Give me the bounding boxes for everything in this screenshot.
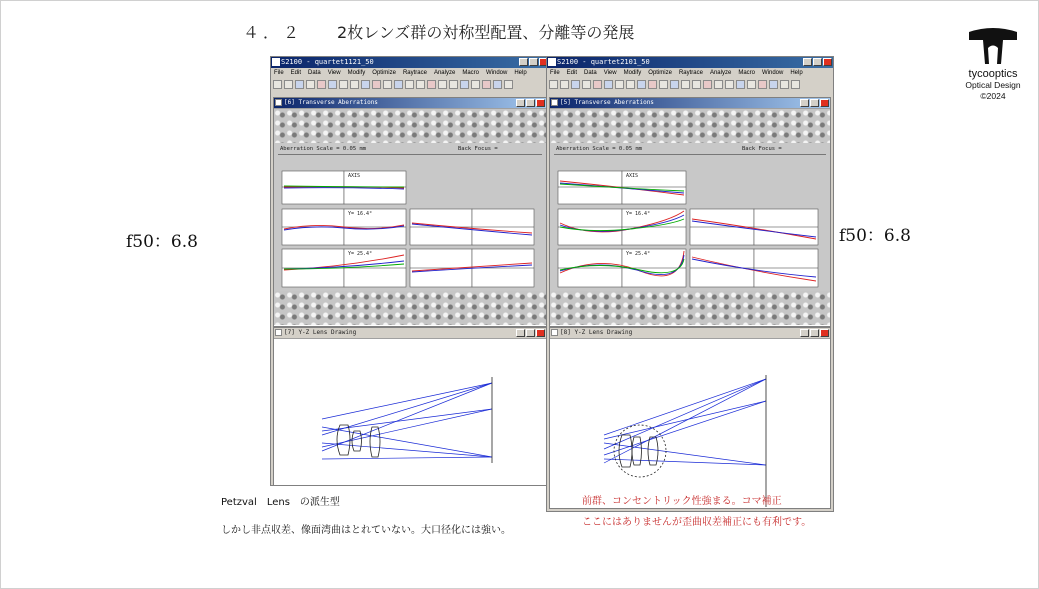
close-button[interactable] [820, 99, 829, 107]
tool-icon[interactable] [681, 80, 690, 89]
tool-icon[interactable] [372, 80, 381, 89]
menu-analyze[interactable]: Analyze [709, 70, 732, 76]
tool-icon[interactable] [736, 80, 745, 89]
tool-icon[interactable] [791, 80, 800, 89]
right-aberration-window [549, 97, 831, 327]
paste-icon[interactable] [317, 80, 326, 89]
tool-icon[interactable] [769, 80, 778, 89]
left-aberration-plots [274, 143, 546, 291]
logo [958, 26, 1028, 102]
menu-data[interactable]: Data [584, 70, 597, 76]
close-button[interactable] [820, 329, 829, 337]
menu-macro[interactable]: Macro [738, 70, 755, 76]
menu-macro[interactable]: Macro [462, 70, 479, 76]
minimize-button[interactable] [516, 99, 525, 107]
menu-help[interactable]: Help [514, 70, 527, 76]
maximize-button[interactable] [813, 58, 822, 66]
minimize-button[interactable] [516, 329, 525, 337]
right-toolbar [547, 78, 833, 90]
left-f-label: f50：6.8 [126, 232, 198, 252]
right-plot-area [550, 143, 830, 291]
open-icon[interactable] [284, 80, 293, 89]
tool-icon[interactable] [703, 80, 712, 89]
right-lens-window [549, 327, 831, 509]
axis-label: AXIS [626, 173, 639, 179]
tool-icon[interactable] [725, 80, 734, 89]
menu-edit[interactable]: Edit [566, 70, 578, 76]
left-aberration-window [273, 97, 547, 327]
tool-icon[interactable] [648, 80, 657, 89]
tool-icon[interactable] [339, 80, 348, 89]
menu-file[interactable]: File [274, 70, 284, 76]
close-button[interactable] [823, 58, 832, 66]
menu-edit[interactable]: Edit [290, 70, 302, 76]
decor-pattern-top [550, 109, 830, 143]
tool-icon[interactable] [714, 80, 723, 89]
menu-window[interactable]: Window [762, 70, 784, 76]
menu-raytrace[interactable]: Raytrace [402, 70, 427, 76]
menu-modify[interactable]: Modify [623, 70, 642, 76]
menu-view[interactable]: View [327, 70, 341, 76]
tool-icon[interactable] [659, 80, 668, 89]
save-icon[interactable] [571, 80, 580, 89]
left-lens-window [273, 327, 547, 486]
section-title: 2枚レンズ群の対称型配置、分離等の発展 [337, 23, 635, 42]
tool-icon[interactable] [405, 80, 414, 89]
back-focus: Back Focus = [458, 146, 498, 152]
minimize-button[interactable] [803, 58, 812, 66]
right-window-title: S2100 - quartet2101_50 [557, 58, 650, 66]
menu-window[interactable]: Window [486, 70, 508, 76]
tool-icon[interactable] [637, 80, 646, 89]
print-icon[interactable] [328, 80, 337, 89]
left-caption-heading: Petzval Lens の派生型 [221, 497, 340, 508]
right-f-label: f50：6.8 [839, 226, 911, 246]
new-icon[interactable] [273, 80, 282, 89]
field-label-2: Y= 25.4° [348, 251, 373, 257]
open-icon[interactable] [560, 80, 569, 89]
right-caption-heading: 前群、コンセントリック性強まる。コマ補正 [582, 496, 782, 507]
minimize-button[interactable] [800, 99, 809, 107]
tool-icon[interactable] [504, 80, 513, 89]
app-icon [272, 58, 280, 66]
menu-optimize[interactable]: Optimize [372, 70, 396, 76]
print-icon[interactable] [604, 80, 613, 89]
section-number: ４．２ [243, 23, 304, 42]
maximize-button[interactable] [810, 99, 819, 107]
copy-icon[interactable] [582, 80, 591, 89]
tool-icon[interactable] [482, 80, 491, 89]
document-icon [551, 99, 558, 106]
logo-line-1: Optical Design [965, 80, 1021, 90]
tool-icon[interactable] [460, 80, 469, 89]
left-caption-body: しかし非点収差、像面湾曲はとれていない。大口径化には強い。 [221, 525, 511, 536]
right-lens-titlebar [550, 328, 830, 339]
tool-icon[interactable] [350, 80, 359, 89]
left-app-window [270, 56, 550, 486]
decor-pattern-top [274, 109, 546, 143]
left-aberration-titlebar [274, 98, 546, 109]
decor-pattern-bottom [274, 291, 546, 325]
minimize-button[interactable] [800, 329, 809, 337]
tool-icon[interactable] [493, 80, 502, 89]
close-button[interactable] [536, 99, 545, 107]
tool-icon[interactable] [383, 80, 392, 89]
aberration-scale: Aberration Scale = 0.05 mm [556, 146, 643, 152]
document-icon [275, 329, 282, 336]
tool-icon[interactable] [438, 80, 447, 89]
left-lens-titlebar [274, 328, 546, 339]
tool-icon[interactable] [670, 80, 679, 89]
tool-icon[interactable] [471, 80, 480, 89]
right-aberration-title: [5] Transverse Aberrations [560, 99, 654, 106]
back-focus: Back Focus = [742, 146, 782, 152]
save-icon[interactable] [295, 80, 304, 89]
logo-line-2: ©2024 [980, 91, 1006, 101]
tool-icon[interactable] [758, 80, 767, 89]
axis-label: AXIS [348, 173, 361, 179]
left-toolbar [271, 78, 549, 90]
right-aberration-plots [550, 143, 830, 291]
field-label-1: Y= 16.4° [348, 211, 373, 217]
right-titlebar [547, 57, 833, 68]
left-window-title: S2100 - quartet1121_50 [281, 58, 374, 66]
menu-data[interactable]: Data [308, 70, 321, 76]
maximize-button[interactable] [526, 99, 535, 107]
tool-icon[interactable] [449, 80, 458, 89]
right-lens-drawing [550, 339, 830, 507]
logo-brand: tycooptics [968, 68, 1018, 80]
left-aberration-title: [6] Transverse Aberrations [284, 99, 378, 106]
maximize-button[interactable] [810, 329, 819, 337]
maximize-button[interactable] [529, 58, 538, 66]
menu-modify[interactable]: Modify [347, 70, 366, 76]
tool-icon[interactable] [427, 80, 436, 89]
menu-file[interactable]: File [550, 70, 560, 76]
copy-icon[interactable] [306, 80, 315, 89]
tool-icon[interactable] [615, 80, 624, 89]
tool-icon[interactable] [780, 80, 789, 89]
right-app-window [546, 56, 834, 512]
close-button[interactable] [536, 329, 545, 337]
right-menubar [547, 68, 833, 78]
left-plot-area [274, 143, 546, 291]
tool-icon[interactable] [692, 80, 701, 89]
maximize-button[interactable] [526, 329, 535, 337]
minimize-button[interactable] [519, 58, 528, 66]
menu-analyze[interactable]: Analyze [433, 70, 456, 76]
left-titlebar [271, 57, 549, 68]
paste-icon[interactable] [593, 80, 602, 89]
tool-icon[interactable] [416, 80, 425, 89]
left-lens-title: [7] Y-Z Lens Drawing [284, 329, 357, 336]
right-caption-body: ここにはありませんが歪曲収差補正にも有利です。 [582, 517, 812, 528]
tool-icon[interactable] [361, 80, 370, 89]
app-icon [548, 58, 556, 66]
right-lens-title: [8] Y-Z Lens Drawing [560, 329, 633, 336]
decor-pattern-bottom [550, 291, 830, 325]
left-lens-drawing [274, 339, 546, 486]
document-icon [275, 99, 282, 106]
right-aberration-titlebar [550, 98, 830, 109]
tool-icon[interactable] [626, 80, 635, 89]
menu-optimize[interactable]: Optimize [648, 70, 672, 76]
document-icon [551, 329, 558, 336]
field-label-2: Y= 25.4° [626, 251, 651, 257]
menu-view[interactable]: View [603, 70, 617, 76]
field-label-1: Y= 16.4° [626, 211, 651, 217]
tycooptics-logo-icon [965, 26, 1021, 66]
new-icon[interactable] [549, 80, 558, 89]
slide-title [243, 20, 634, 43]
aberration-scale: Aberration Scale = 0.05 mm [280, 146, 367, 152]
menu-help[interactable]: Help [790, 70, 803, 76]
menu-raytrace[interactable]: Raytrace [678, 70, 703, 76]
tool-icon[interactable] [747, 80, 756, 89]
left-menubar [271, 68, 549, 78]
tool-icon[interactable] [394, 80, 403, 89]
